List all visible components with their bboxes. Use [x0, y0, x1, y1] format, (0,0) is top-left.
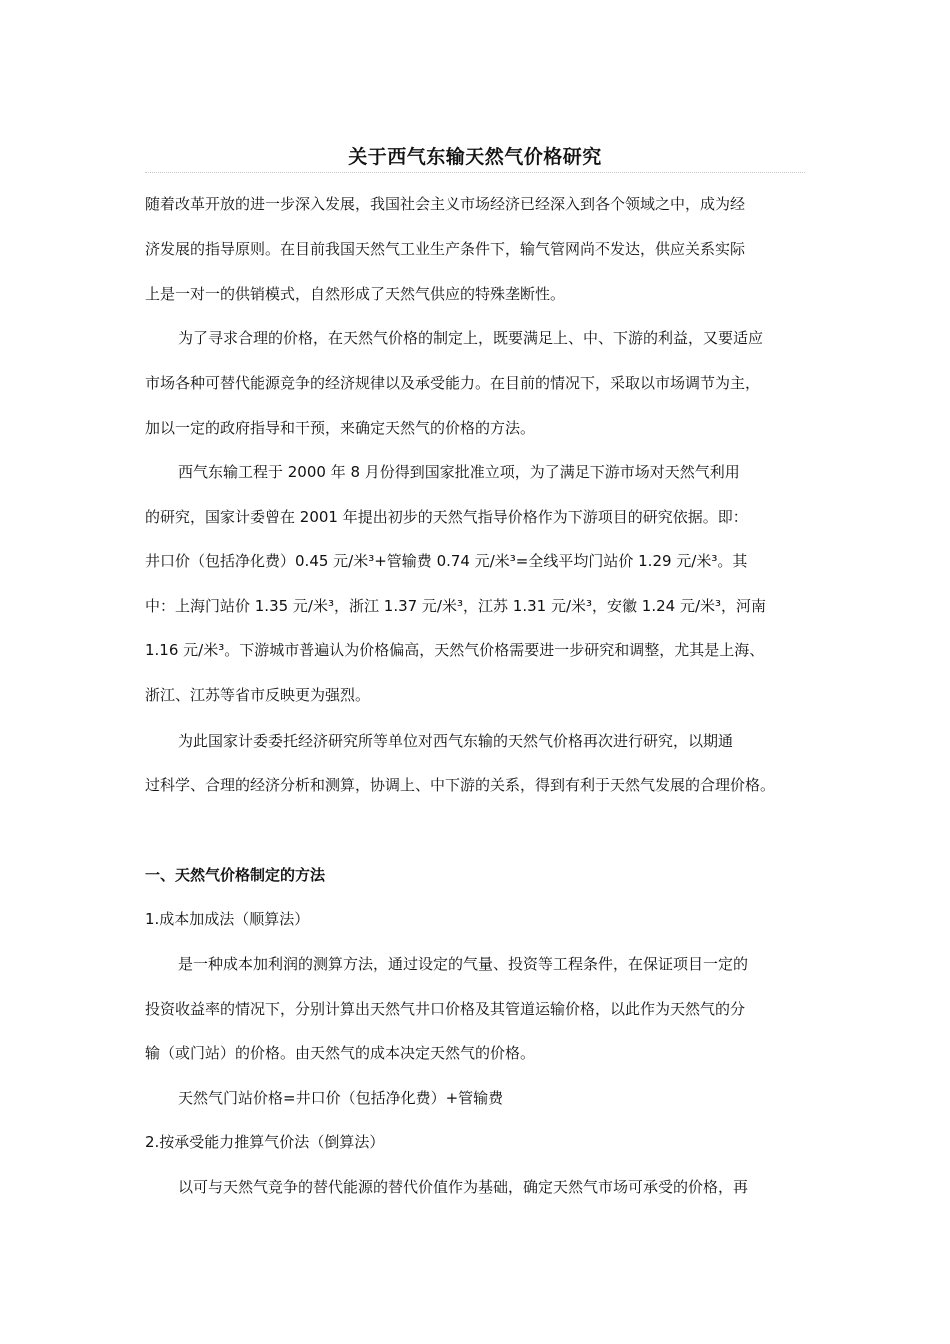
paragraph-line: 随着改革开放的进一步深入发展，我国社会主义市场经济已经深入到各个领域之中，成为经	[145, 195, 746, 213]
paragraph-line: 投资收益率的情况下，分别计算出天然气井口价格及其管道运输价格，以此作为天然气的分	[145, 1000, 746, 1018]
paragraph-line: 过科学、合理的经济分析和测算，协调上、中下游的关系，得到有利于天然气发展的合理价格。	[145, 776, 776, 794]
paragraph-line: 为了寻求合理的价格，在天然气价格的制定上，既要满足上、中、下游的利益，又要适应	[178, 329, 764, 347]
paragraph-line: 的研究，国家计委曾在 2001 年提出初步的天然气指导价格作为下游项目的研究依据。即：	[145, 508, 748, 526]
paragraph-line: 为此国家计委委托经济研究所等单位对西气东输的天然气价格再次进行研究，以期通	[178, 732, 734, 750]
subsection-heading: 1.成本加成法（顺算法）	[145, 910, 310, 928]
paragraph-line: 井口价（包括净化费）0.45 元/米³+管输费 0.74 元/米³=全线平均门站价 1.29 元/米³。其	[145, 552, 748, 570]
title-divider	[145, 172, 805, 173]
paragraph-line: 加以一定的政府指导和干预，来确定天然气的价格的方法。	[145, 419, 536, 437]
paragraph-line: 1.16 元/米³。下游城市普遍认为价格偏高，天然气价格需要进一步研究和调整，尤其是上海、	[145, 641, 765, 659]
paragraph-line: 上是一对一的供销模式，自然形成了天然气供应的特殊垄断性。	[145, 285, 566, 303]
paragraph-line: 是一种成本加利润的测算方法，通过设定的气量、投资等工程条件，在保证项目一定的	[178, 955, 749, 973]
subsection-heading: 2.按承受能力推算气价法（倒算法）	[145, 1133, 385, 1151]
document-title: 关于西气东输天然气价格研究	[348, 146, 602, 168]
paragraph-line: 西气东输工程于 2000 年 8 月份得到国家批准立项，为了满足下游市场对天然气利用	[178, 463, 740, 481]
formula-line: 天然气门站价格=井口价（包括净化费）+管输费	[178, 1089, 504, 1107]
section-heading: 一、天然气价格制定的方法	[145, 866, 326, 884]
paragraph-line: 以可与天然气竞争的替代能源的替代价值作为基础，确定天然气市场可承受的价格，再	[178, 1178, 749, 1196]
paragraph-line: 中：上海门站价 1.35 元/米³，浙江 1.37 元/米³，江苏 1.31 元/米³，安徽 1.24 元/米³，河南	[145, 597, 767, 615]
paragraph-line: 输（或门站）的价格。由天然气的成本决定天然气的价格。	[145, 1044, 536, 1062]
paragraph-line: 市场各种可替代能源竞争的经济规律以及承受能力。在目前的情况下，采取以市场调节为主，	[145, 374, 761, 392]
paragraph-line: 浙江、江苏等省市反映更为强烈。	[145, 686, 371, 704]
paragraph-line: 济发展的指导原则。在目前我国天然气工业生产条件下，输气管网尚不发达，供应关系实际	[145, 240, 746, 258]
